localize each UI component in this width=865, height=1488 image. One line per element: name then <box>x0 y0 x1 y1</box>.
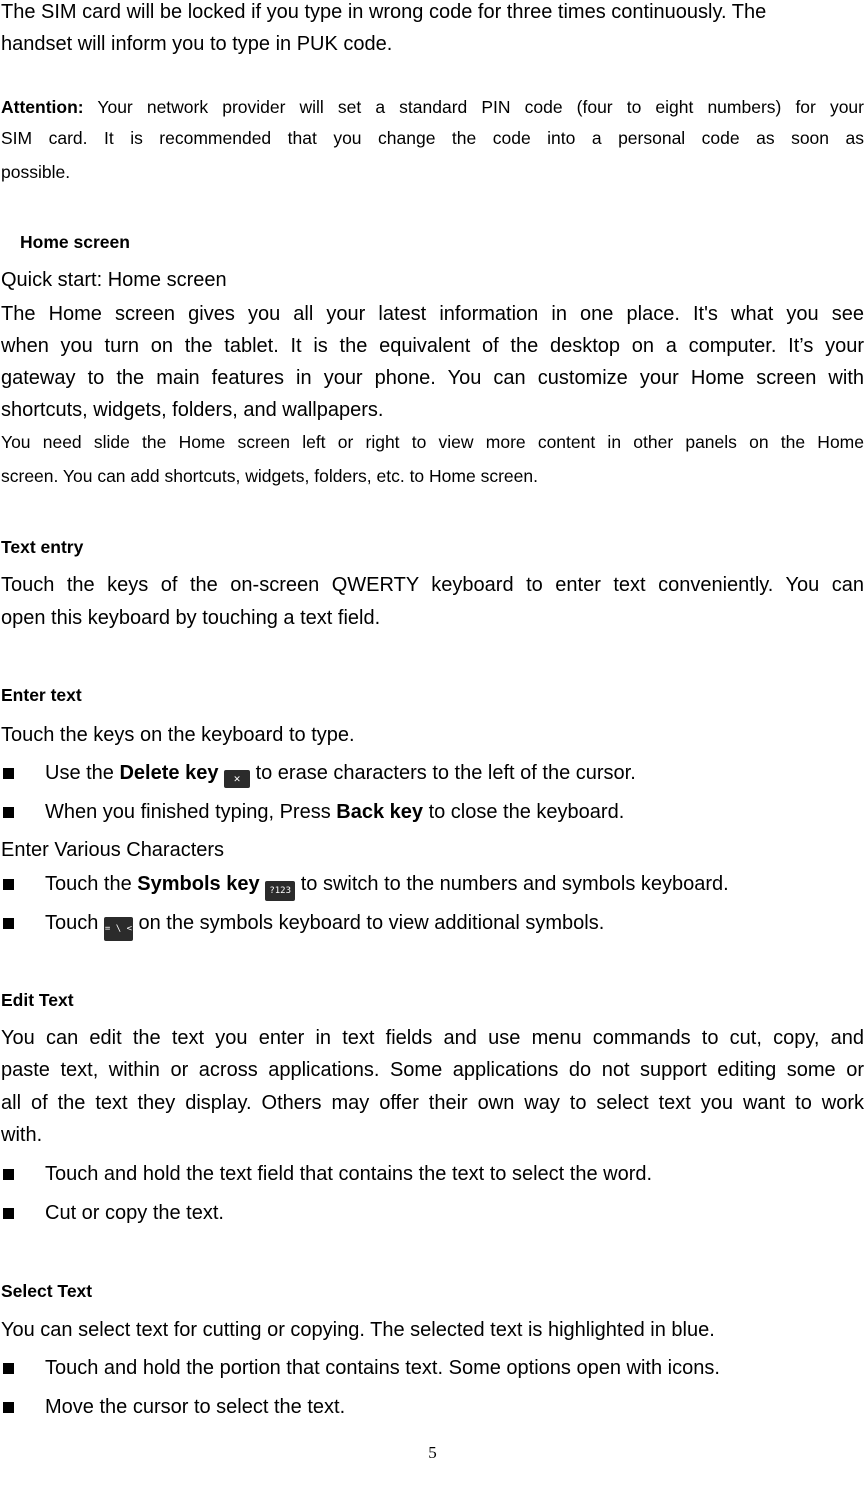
square-bullet-icon <box>3 1402 14 1413</box>
bullet-text: Cut or copy the text. <box>45 1202 224 1224</box>
edit-text-line-4: with. <box>1 1124 43 1146</box>
edit-text-line-3: all of the text they display. Others may offer their own way to select text you want to work <box>1 1092 864 1114</box>
enter-various-characters: Enter Various Characters <box>1 839 225 861</box>
edit-text-line-2: paste text, within or across applications. Some applications do not support editing some or <box>1 1059 864 1081</box>
attention-line-3: possible. <box>1 162 71 182</box>
bullet-text: Touch = \ < on the symbols keyboard to view additional symbols. <box>45 911 604 941</box>
home-p2-line-2: screen. You can add shortcuts, widgets, folders, etc. to Home screen. <box>1 466 538 486</box>
bullet-text: When you finished typing, Press Back key to close the keyboard. <box>45 801 625 823</box>
sim-line-1: The SIM card will be locked if you type in wrong code for three times continuously. The <box>1 1 767 23</box>
bullet-text: Touch and hold the text field that contains the text to select the word. <box>45 1163 653 1185</box>
home-p1-line-1: The Home screen gives you all your latest information in one place. It's what you see <box>1 303 864 325</box>
edit-text-line-1: You can edit the text you enter in text fields and use menu commands to cut, copy, and <box>1 1027 864 1049</box>
enter-text-heading: Enter text <box>1 685 82 705</box>
text-entry-heading: Text entry <box>1 537 84 557</box>
text-entry-line-2: open this keyboard by touching a text field. <box>1 607 381 629</box>
square-bullet-icon <box>3 768 14 779</box>
more-symbols-key-icon: = \ < <box>104 917 133 941</box>
bullet-text: Use the Delete key ✕ to erase characters to the left of the cursor. <box>45 761 636 788</box>
text-entry-line-1: Touch the keys of the on-screen QWERTY keyboard to enter text conveniently. You can <box>1 574 864 596</box>
quick-start-line: Quick start: Home screen <box>1 269 227 291</box>
sim-line-2: handset will inform you to type in PUK code. <box>1 33 393 55</box>
edit-text-heading: Edit Text <box>1 990 74 1010</box>
square-bullet-icon <box>3 1208 14 1219</box>
select-text-intro: You can select text for cutting or copying. The selected text is highlighted in blue. <box>1 1319 715 1341</box>
symbols-key-icon: ?123 <box>265 881 295 901</box>
attention-line-1 <box>1 95 864 119</box>
page-number: 5 <box>428 1443 437 1462</box>
select-text-heading: Select Text <box>1 1281 93 1301</box>
enter-text-intro: Touch the keys on the keyboard to type. <box>1 724 355 746</box>
home-screen-heading: Home screen <box>20 232 130 252</box>
delete-key-icon: ✕ <box>224 770 250 788</box>
square-bullet-icon <box>3 807 14 818</box>
home-p2-line-1: You need slide the Home screen left or right to view more content in other panels on the Home <box>1 432 864 452</box>
bullet-text: Move the cursor to select the text. <box>45 1396 346 1418</box>
home-p1-line-4: shortcuts, widgets, folders, and wallpapers. <box>1 399 384 421</box>
attention-line-1-text: Your network provider will set a standard PIN code (four to eight numbers) for your <box>83 97 864 117</box>
square-bullet-icon <box>3 879 14 890</box>
attention-label: Attention: <box>1 97 84 117</box>
bullet-text: Touch the Symbols key ?123 to switch to the numbers and symbols keyboard. <box>45 872 729 901</box>
home-p1-line-2: when you turn on the tablet. It is the equivalent of the desktop on a computer. It’s your <box>1 335 864 357</box>
bullet-text: Touch and hold the portion that contains text. Some options open with icons. <box>45 1357 720 1379</box>
square-bullet-icon <box>3 1363 14 1374</box>
square-bullet-icon <box>3 918 14 929</box>
attention-line-2: SIM card. It is recommended that you change the code into a personal code as soon as <box>1 128 864 148</box>
square-bullet-icon <box>3 1169 14 1180</box>
home-p1-line-3: gateway to the main features in your phone. You can customize your Home screen with <box>1 367 864 389</box>
